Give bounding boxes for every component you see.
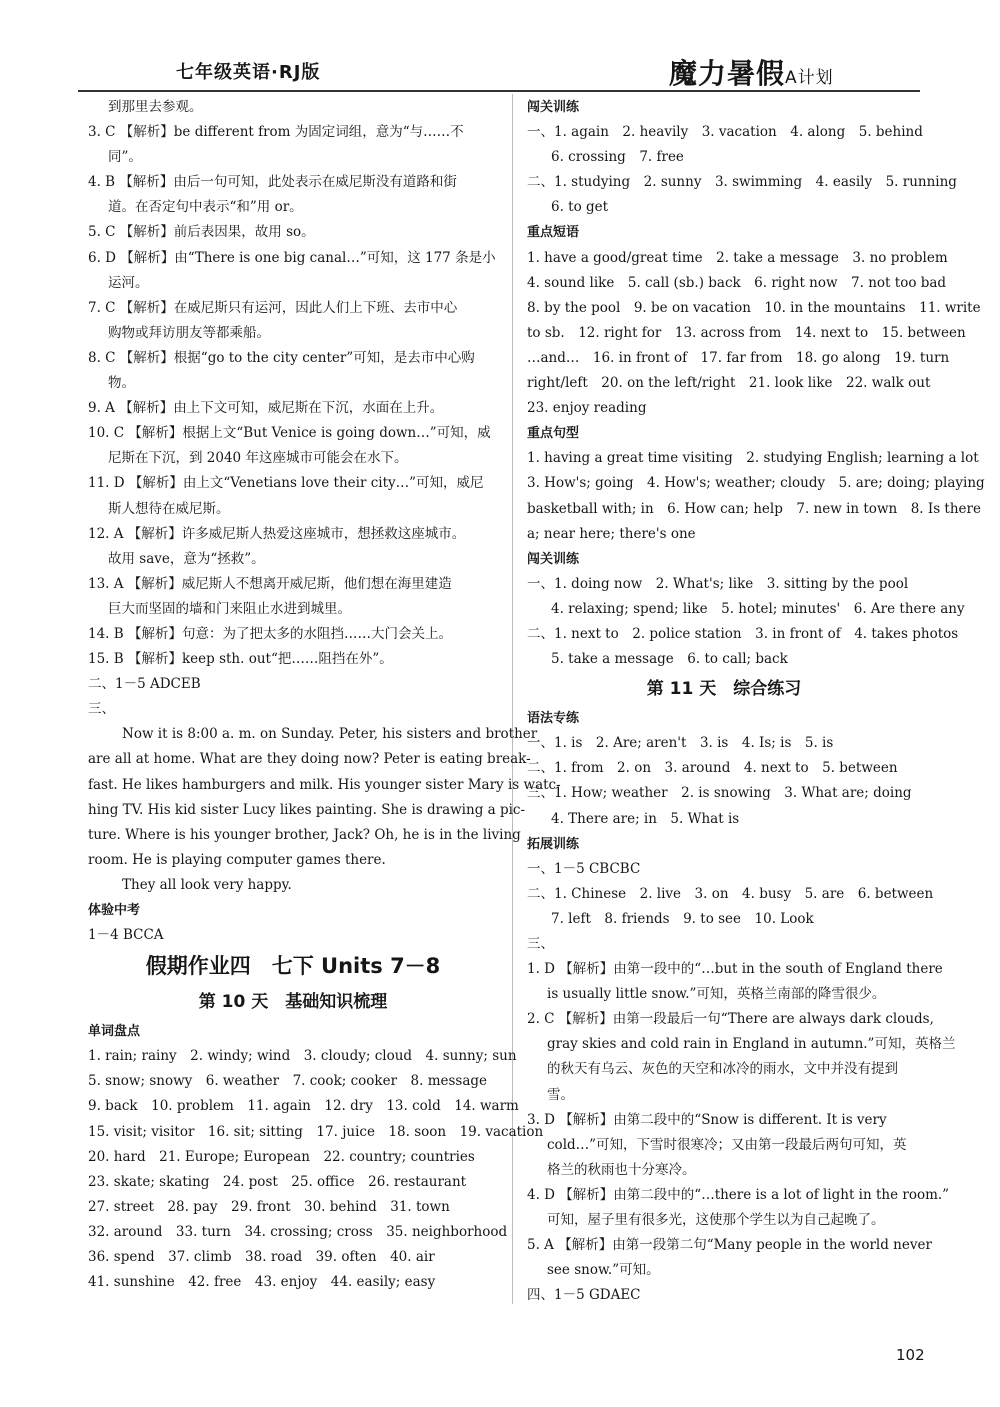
answer-line: 5. C 【解析】前后表因果，故用 so。 xyxy=(88,224,315,241)
answer-line: 7. C 【解析】在威尼斯只有运河，因此人们上下班、去市中心 xyxy=(88,299,458,316)
series-name: 魔力暑假 xyxy=(669,57,786,90)
answer-line: 可知，屋子里有很多光，这使那个学生以为自己起晚了。 xyxy=(547,1212,885,1229)
day-title: 第 10 天 基础知识梳理 xyxy=(198,992,388,1013)
answer-line: is usually little snow.”可知，英格兰南部的降雪很少。 xyxy=(547,986,886,1003)
section-heading: 单词盘点 xyxy=(88,1024,141,1040)
answer-line: room. He is playing computer games there. xyxy=(88,851,386,868)
answer-line: 的秋天有乌云、灰色的天空和冰冷的雨水，文中并没有提到 xyxy=(547,1061,898,1078)
passage-line: Now it is 8:00 a. m. on Sunday. Peter, his sisters and brother xyxy=(122,726,538,743)
answer-line: 27. street 28. pay 29. front 30. behind 31. town xyxy=(88,1198,450,1215)
answer-line: 15. B 【解析】keep sth. out“把……阻挡在外”。 xyxy=(88,651,393,668)
answer-line: 10. C 【解析】根据上文“But Venice is going down…”可知，威 xyxy=(88,425,491,442)
answer-line: 格兰的秋雨也十分寒冷。 xyxy=(547,1161,696,1178)
section-heading: 重点句型 xyxy=(527,426,580,442)
answer-line: 41. sunshine 42. free 43. enjoy 44. easily; easy xyxy=(88,1274,436,1291)
answer-line: 运河。 xyxy=(108,274,149,291)
day-title: 第 11 天 综合练习 xyxy=(646,679,802,700)
answer-line: 4. relaxing; spend; like 5. hotel; minutes' 6. Are there any xyxy=(551,600,965,617)
answer-line: 8. by the pool 9. be on vacation 10. in the mountains 11. write xyxy=(527,299,981,316)
passage-line: They all look very happy. xyxy=(122,876,292,893)
answer-line: 物。 xyxy=(108,375,135,392)
section-heading: 体验中考 xyxy=(88,903,141,918)
answer-line: 9. back 10. problem 11. again 12. dry 13. cold 14. warm xyxy=(88,1098,519,1115)
answer-line: fast. He likes hamburgers and milk. His younger sister Mary is watc- xyxy=(88,776,561,793)
answer-line: 斯人想待在威尼斯。 xyxy=(108,500,230,517)
answer-line: 4. D 【解析】由第二段中的“…there is a lot of light in the room.” xyxy=(527,1186,950,1203)
answer-line: 12. A 【解析】许多威尼斯人热爱这座城市，想拯救这座城市。 xyxy=(88,525,466,542)
answer-line: 故用 save，意为“拯救”。 xyxy=(108,550,265,567)
section-heading: 闯关训练 xyxy=(527,551,580,567)
answer-line: 6. crossing 7. free xyxy=(551,149,684,166)
answer-line: 20. hard 21. Europe; European 22. country; countries xyxy=(88,1148,475,1165)
answer-line: 尼斯在下沉，到 2040 年这座城市可能会在水下。 xyxy=(108,450,408,467)
answer-line: 4. B 【解析】由后一句可知，此处表示在威尼斯没有道路和街 xyxy=(88,174,457,191)
answer-line: gray skies and cold rain in England in autumn.”可知，英格兰 xyxy=(547,1036,956,1053)
answer-line: 1. rain; rainy 2. windy; wind 3. cloudy; cloud 4. sunny; sun xyxy=(88,1048,517,1065)
answer-line: 道。在否定句中表示“和”用 or。 xyxy=(108,199,303,216)
answer-line: 1. have a good/great time 2. take a message 3. no problem xyxy=(527,249,948,266)
answer-line: 7. left 8. friends 9. to see 10. Look xyxy=(551,910,814,927)
answer-line: a; near here; there's one xyxy=(527,525,696,542)
answer-line: 1. D 【解析】由第一段中的“…but in the south of England there xyxy=(527,961,943,978)
header-rule xyxy=(78,90,920,92)
answer-line: 三、 xyxy=(88,701,115,718)
answer-line: right/left 20. on the left/right 21. look like 22. walk out xyxy=(527,375,931,392)
answer-line: 4. There are; in 5. What is xyxy=(551,810,740,827)
answer-line: 4. sound like 5. call (sb.) back 6. right now 7. not too bad xyxy=(527,274,947,291)
unit-title: 假期作业四 七下 Units 7－8 xyxy=(145,954,441,979)
answer-line: 一、1. is 2. Are; aren't 3. is 4. Is; is 5. is xyxy=(527,735,834,752)
answer-line: 二、1. from 2. on 3. around 4. next to 5. between xyxy=(527,760,898,777)
answer-line: 3. How's; going 4. How's; weather; cloudy 5. are; doing; playing xyxy=(527,475,985,492)
answer-line: 二、1. Chinese 2. live 3. on 4. busy 5. are 6. between xyxy=(527,885,934,902)
answer-line: 6. D 【解析】由“There is one big canal…”可知，这 177 条是小 xyxy=(88,249,496,266)
answer-line: 5. A 【解析】由第一段第二句“Many people in the world never xyxy=(527,1237,932,1254)
right-column xyxy=(527,95,985,1308)
section-heading: 拓展训练 xyxy=(527,836,580,852)
answer-line: 二、1. studying 2. sunny 3. swimming 4. easily 5. running xyxy=(527,174,957,191)
answer-line: 一、1. again 2. heavily 3. vacation 4. along 5. behind xyxy=(527,124,923,141)
answer-line: 5. take a message 6. to call; back xyxy=(551,651,788,668)
answer-line: 一、1. doing now 2. What's; like 3. sitting by the pool xyxy=(527,575,909,592)
answer-line: 二、1. next to 2. police station 3. in front of 4. takes photos xyxy=(527,625,959,642)
answer-line: 5. snow; snowy 6. weather 7. cook; cooker 8. message xyxy=(88,1073,488,1090)
section-heading: 闯关训练 xyxy=(527,100,580,115)
answer-line: 巨大而坚固的墙和门来阻止水进到城里。 xyxy=(108,600,351,617)
answer-line: 2. C 【解析】由第一段最后一句“There are always dark clouds, xyxy=(527,1011,934,1028)
answer-line: 3. C 【解析】be different from 为固定词组，意为“与……不 xyxy=(88,124,464,141)
answer-line: 13. A 【解析】威尼斯人不想离开威尼斯，他们想在海里建造 xyxy=(88,575,452,592)
answer-line: 到那里去参观。 xyxy=(108,99,203,115)
answer-line: 二、1－5 ADCEB xyxy=(88,676,201,693)
answer-line: 36. spend 37. climb 38. road 39. often 40. air xyxy=(88,1249,435,1266)
answer-line: 6. to get xyxy=(551,199,609,216)
book-title: 七年级英语·RJ版 xyxy=(176,62,321,83)
column-divider xyxy=(512,94,513,1304)
answer-line: basketball with; in 6. How can; help 7. new in town 8. Is there xyxy=(527,500,981,517)
answer-line: 1－4 BCCA xyxy=(88,927,164,944)
section-heading: 重点短语 xyxy=(527,225,580,241)
answer-line: 15. visit; visitor 16. sit; sitting 17. juice 18. soon 19. vacation xyxy=(88,1123,544,1140)
section-heading: 语法专练 xyxy=(527,711,580,727)
answer-line: 一、1－5 CBCBC xyxy=(527,860,641,877)
answer-line: 同”。 xyxy=(108,149,142,166)
answer-line: are all at home. What are they doing now? Peter is eating break- xyxy=(88,751,531,768)
answer-line: 11. D 【解析】由上文“Venetians love their city…”可知，威尼 xyxy=(88,475,484,492)
answer-line: …and… 16. in front of 17. far from 18. go along 19. turn xyxy=(527,349,950,366)
answer-line: 雪。 xyxy=(547,1086,574,1103)
answer-line: 8. C 【解析】根据“go to the city center”可知，是去市中心购 xyxy=(88,349,475,366)
answer-line: 四、1－5 GDAEC xyxy=(527,1287,641,1304)
answer-line: 14. B 【解析】句意：为了把太多的水阻挡……大门会关上。 xyxy=(88,625,452,642)
answer-line: cold…”可知，下雪时很寒冷；又由第一段最后两句可知，英 xyxy=(547,1136,907,1153)
series-title xyxy=(669,52,834,92)
answer-line: 23. skate; skating 24. post 25. office 26. restaurant xyxy=(88,1173,467,1190)
answer-line: 3. D 【解析】由第二段中的“Snow is different. It is very xyxy=(527,1111,887,1128)
answer-line: see snow.”可知。 xyxy=(547,1262,660,1279)
page-number: 102 xyxy=(896,1346,925,1364)
answer-line: 三、1. How; weather 2. is snowing 3. What are; doing xyxy=(527,785,912,802)
answer-line: ture. Where is his younger brother, Jack? Oh, he is in the living xyxy=(88,826,521,843)
answer-line: 购物或拜访朋友等都乘船。 xyxy=(108,324,270,341)
answer-line: 1. having a great time visiting 2. studying English; learning a lot xyxy=(527,450,979,467)
answer-line: hing TV. His kid sister Lucy likes painting. She is drawing a pic- xyxy=(88,801,526,818)
series-suffix: A计划 xyxy=(785,68,834,88)
answer-line: to sb. 12. right for 13. across from 14. next to 15. between xyxy=(527,324,966,341)
answer-line: 32. around 33. turn 34. crossing; cross 35. neighborhood xyxy=(88,1223,508,1240)
answer-line: 9. A 【解析】由上下文可知，威尼斯在下沉，水面在上升。 xyxy=(88,400,444,417)
answer-line: 三、 xyxy=(527,936,554,952)
answer-line: 23. enjoy reading xyxy=(527,400,647,417)
